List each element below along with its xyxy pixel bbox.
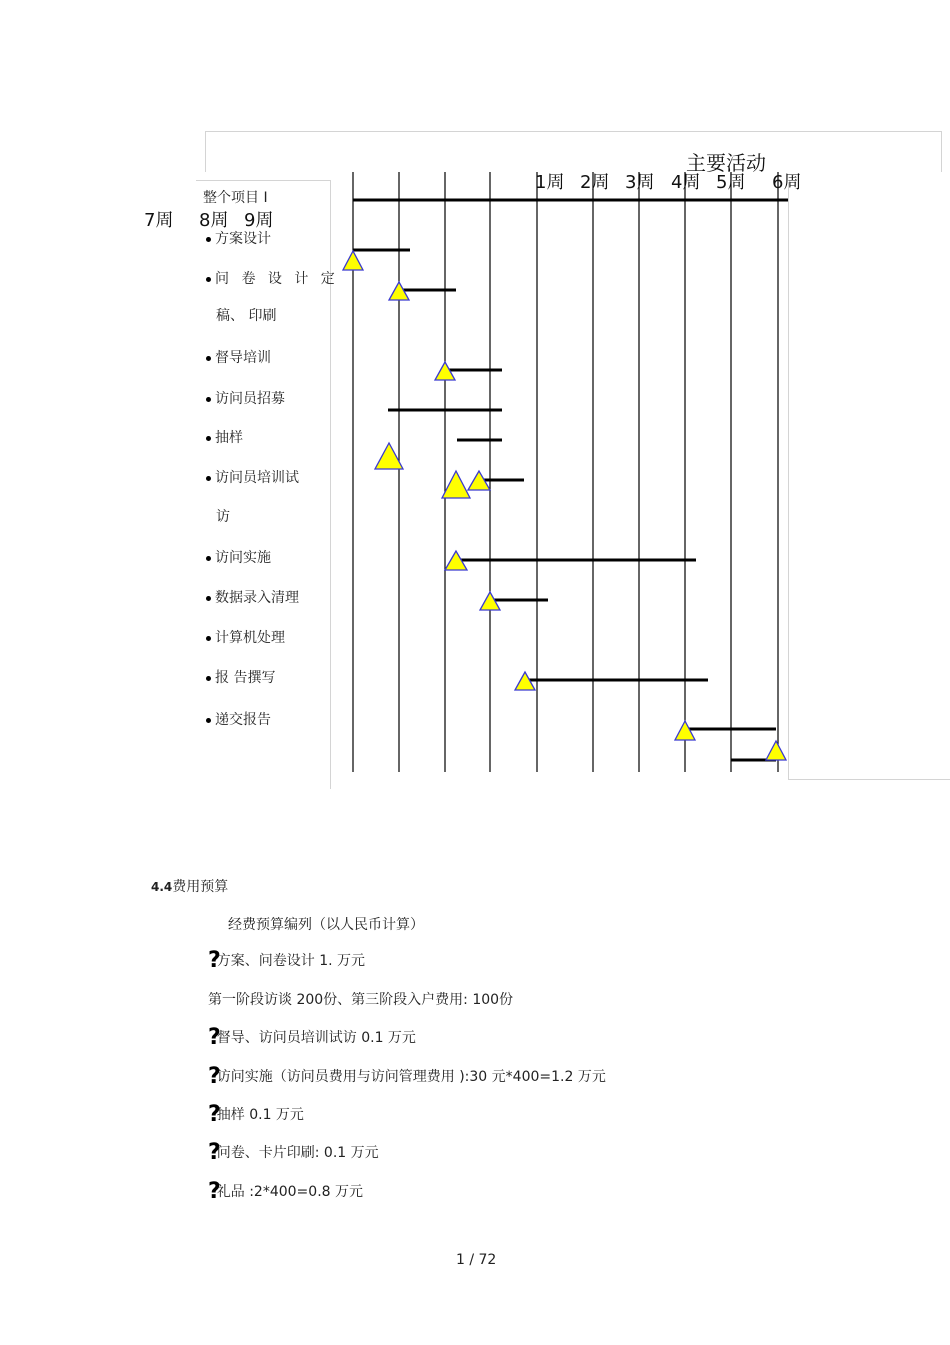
task-item: 数据录入清理 (206, 587, 299, 607)
section-heading: 4.4费用预算 (151, 879, 229, 895)
bullet-question-icon: ? (208, 1179, 221, 1204)
week-label-6: 6周 (772, 172, 802, 193)
bullet-dot-icon (206, 397, 211, 402)
week-label-2: 2周 (580, 172, 610, 193)
bullet-dot-icon (206, 277, 211, 282)
task-item-continued: 稿、 印刷 (216, 308, 277, 324)
bullet-dot-icon (206, 636, 211, 641)
bullet-question-icon: ? (208, 1102, 221, 1127)
bullet-question-icon: ? (208, 1025, 221, 1050)
task-item: 访问实施 (206, 547, 271, 567)
budget-intro: 经费预算编列（以人民币计算） (228, 917, 424, 933)
week-label-5: 5周 (716, 172, 746, 193)
bullet-dot-icon (206, 356, 211, 361)
task-item: 问 卷 设 计 定 (206, 268, 339, 288)
task-item: 访问员培训试 (206, 467, 299, 487)
bullet-dot-icon (206, 476, 211, 481)
bullet-dot-icon (206, 237, 211, 242)
budget-item: ?访问实施（访问员费用与访问管理费用 ):30 元*400=1.2 万元 (208, 1064, 606, 1089)
budget-item: ?方案、问卷设计 1. 万元 (208, 948, 366, 973)
task-item: 访问员招募 (206, 388, 285, 408)
task-item: 计算机处理 (206, 627, 285, 647)
bullet-dot-icon (206, 676, 211, 681)
bullet-dot-icon (206, 436, 211, 441)
budget-item: ?督导、访问员培训试访 0.1 万元 (208, 1025, 416, 1050)
task-item: 方案设计 (206, 228, 271, 248)
budget-item: ?抽样 0.1 万元 (208, 1102, 304, 1127)
task-item: 递交报告 (206, 709, 271, 729)
task-item: 报 告撰写 (206, 667, 275, 687)
bullet-question-icon: ? (208, 1140, 221, 1165)
milestone-triangle-icon (343, 251, 363, 270)
budget-item: 第一阶段访谈 200份、第三阶段入户费用: 100份 (208, 992, 514, 1008)
budget-item: ?问卷、卡片印刷: 0.1 万元 (208, 1140, 379, 1165)
milestone-triangle-icon (442, 471, 470, 498)
week-label-7: 7周 (144, 210, 174, 231)
week-label-9: 9周 (244, 210, 274, 231)
week-label-8: 8周 (199, 210, 229, 231)
bullet-dot-icon (206, 596, 211, 601)
bullet-question-icon: ? (208, 1064, 221, 1089)
chart-title: 主要活动 (686, 151, 766, 175)
page-number: 1 / 72 (456, 1252, 497, 1268)
bullet-dot-icon (206, 556, 211, 561)
week-label-1: 1周 (535, 172, 565, 193)
whole-project-label: 整个项目 I (203, 190, 268, 206)
week-label-4: 4周 (671, 172, 701, 193)
week-label-3: 3周 (625, 172, 655, 193)
task-item-continued: 访 (216, 509, 230, 525)
bullet-dot-icon (206, 718, 211, 723)
milestone-triangle-icon (766, 741, 786, 760)
task-item: 督导培训 (206, 347, 271, 367)
bullet-question-icon: ? (208, 948, 221, 973)
budget-item: ?礼品 :2*400=0.8 万元 (208, 1179, 364, 1204)
task-item: 抽样 (206, 427, 243, 447)
